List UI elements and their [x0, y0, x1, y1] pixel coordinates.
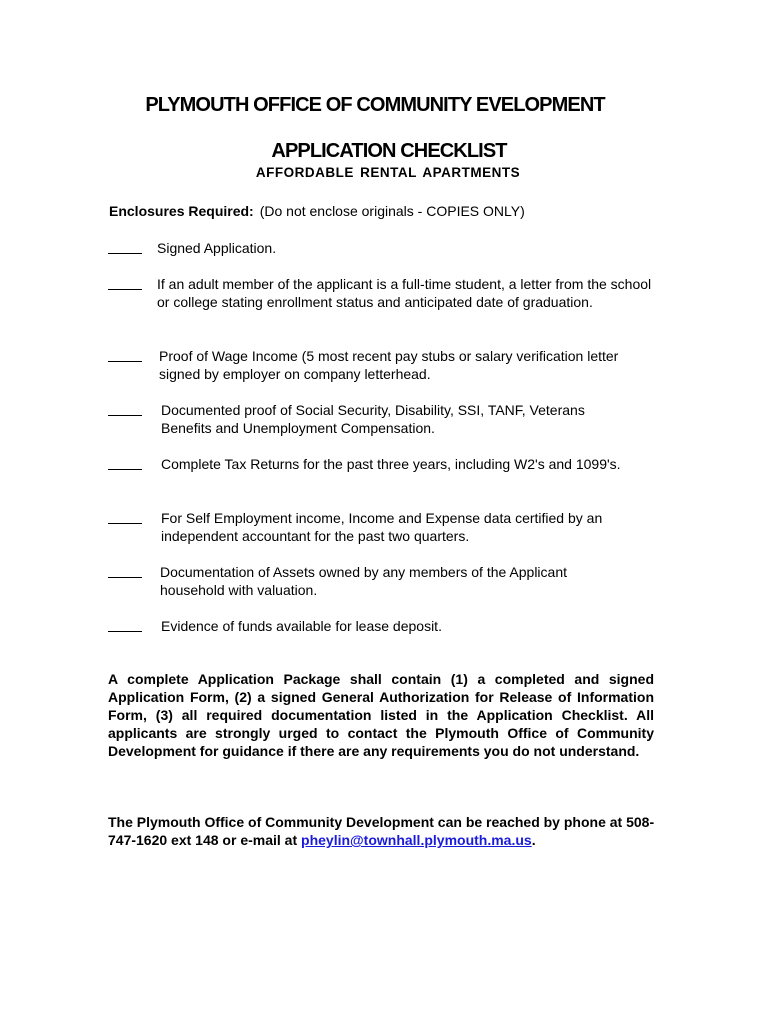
checklist-item-text: Documented proof of Social Security, Disability, SSI, TANF, Veterans Benefits and Unemployment Compensation.: [161, 402, 585, 436]
checklist-item-lease-deposit: [108, 617, 668, 635]
checkbox-blank-line[interactable]: [108, 275, 142, 290]
checkbox-blank-line[interactable]: [108, 401, 142, 416]
checklist-item-student-letter: [108, 275, 668, 311]
contact-text: The Plymouth Office of Community Development can be reached by phone at 508-747-1620 ext 148 or e-mail at: [108, 814, 655, 848]
checklist-item-tax-returns: [108, 455, 668, 473]
checklist-item-text: Signed Application.: [157, 240, 277, 256]
checklist-item-assets: [108, 563, 668, 599]
checkbox-blank-line[interactable]: [108, 509, 142, 524]
enclosures-required: [109, 203, 525, 219]
document-title: APPLICATION CHECKLIST: [271, 140, 507, 162]
checklist-item-self-employment: [108, 509, 668, 545]
enclosures-label: Enclosures Required:: [109, 203, 254, 219]
enclosures-note: (Do not enclose originals - COPIES ONLY): [259, 203, 525, 219]
checkbox-blank-line[interactable]: [108, 239, 142, 254]
organization-title: PLYMOUTH OFFICE OF COMMUNITY EVELOPMENT: [145, 94, 605, 116]
checklist-item-wage-income: [108, 347, 668, 383]
checklist-item-text: Documentation of Assets owned by any members of the Applicant household with valuation.: [160, 564, 568, 598]
contact-statement: [108, 813, 668, 849]
email-link[interactable]: pheylin@townhall.plymouth.ma.us: [301, 832, 532, 848]
checklist-item-social-security: [108, 401, 668, 437]
checklist-item-text: For Self Employment income, Income and Expense data certified by an independent accountant for the past two quarters.: [161, 510, 603, 544]
document-subtitle: AFFORDABLE RENTAL APARTMENTS: [255, 165, 521, 180]
checklist-item-text: If an adult member of the applicant is a full-time student, a letter from the school or college stating enrollment status and anticipated date of graduation.: [157, 276, 652, 310]
checkbox-blank-line[interactable]: [108, 347, 142, 362]
checkbox-blank-line[interactable]: [108, 617, 142, 632]
checklist-item-signed-application: [108, 239, 668, 257]
contact-trailing: .: [531, 832, 536, 848]
checklist-item-text: Evidence of funds available for lease deposit.: [161, 618, 442, 634]
checkbox-blank-line[interactable]: [108, 455, 142, 470]
application-package-statement: A complete Application Package shall contain (1) a completed and signed Application Form, (2) a signed General Authorization for Release of Information Form, (3) all required documentation listed in the Application Checklist. All applicants are strongly urged to contact the Plymouth Office of Community Development for guidance if there are any requirements you do not understand.: [108, 671, 654, 759]
checkbox-blank-line[interactable]: [108, 563, 142, 578]
checklist-item-text: Complete Tax Returns for the past three years, including W2's and 1099's.: [161, 456, 621, 472]
checklist-item-text: Proof of Wage Income (5 most recent pay stubs or salary verification letter signed by employer on company letterhead.: [159, 348, 619, 382]
